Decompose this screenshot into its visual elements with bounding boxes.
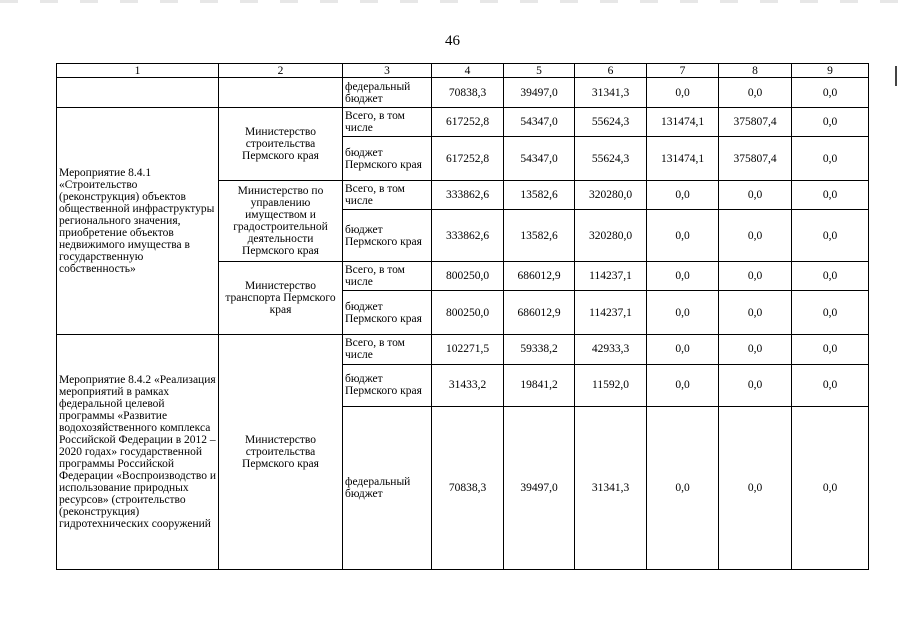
value-cell: 0,0: [719, 291, 792, 335]
funding-source: Всего, в том числе: [343, 335, 432, 364]
value-cell: 70838,3: [432, 406, 504, 569]
value-cell: 375807,4: [719, 137, 792, 181]
value-cell: 11592,0: [575, 364, 647, 406]
value-cell: 375807,4: [719, 108, 792, 137]
value-cell: 0,0: [719, 262, 792, 291]
funding-source: бюджет Пермского края: [343, 364, 432, 406]
value-cell: 31341,3: [575, 406, 647, 569]
value-cell: 0,0: [647, 335, 719, 364]
header-cell: 2: [219, 64, 343, 78]
header-cell: 9: [792, 64, 869, 78]
value-cell: 333862,6: [432, 210, 504, 262]
header-cell: 8: [719, 64, 792, 78]
funding-source: Всего, в том числе: [343, 262, 432, 291]
value-cell: 114237,1: [575, 262, 647, 291]
value-cell: 131474,1: [647, 137, 719, 181]
empty-cell: [57, 78, 219, 108]
value-cell: 59338,2: [504, 335, 575, 364]
header-cell: 3: [343, 64, 432, 78]
header-cell: 7: [647, 64, 719, 78]
funding-source: бюджет Пермского края: [343, 137, 432, 181]
value-cell: 19841,2: [504, 364, 575, 406]
value-cell: 0,0: [719, 78, 792, 108]
value-cell: 0,0: [792, 364, 869, 406]
value-cell: 0,0: [647, 78, 719, 108]
funding-source: бюджет Пермского края: [343, 210, 432, 262]
value-cell: 800250,0: [432, 291, 504, 335]
value-cell: 617252,8: [432, 108, 504, 137]
value-cell: 320280,0: [575, 210, 647, 262]
value-cell: 0,0: [647, 262, 719, 291]
scan-top-artifact: [0, 0, 905, 3]
value-cell: 0,0: [792, 262, 869, 291]
value-cell: 333862,6: [432, 181, 504, 210]
funding-source: федеральный бюджет: [343, 406, 432, 569]
value-cell: 13582,6: [504, 181, 575, 210]
header-cell: 5: [504, 64, 575, 78]
value-cell: 0,0: [647, 364, 719, 406]
org-construction-ministry: Министерство строительства Пермского края: [219, 335, 343, 570]
header-cell: 4: [432, 64, 504, 78]
value-cell: 0,0: [792, 335, 869, 364]
value-cell: 0,0: [719, 364, 792, 406]
table-row: [57, 108, 869, 137]
value-cell: 39497,0: [504, 78, 575, 108]
value-cell: 0,0: [719, 210, 792, 262]
header-cell: 6: [575, 64, 647, 78]
value-cell: 0,0: [792, 181, 869, 210]
value-cell: 0,0: [719, 406, 792, 569]
table-row: [57, 78, 869, 108]
header-row: [57, 64, 869, 78]
value-cell: 0,0: [792, 78, 869, 108]
scan-edge-mark: [895, 66, 897, 86]
activity-8-4-1: Мероприятие 8.4.1 «Строительство (реконструкция) объектов общественной инфраструктуры регионального значения, приобретение объектов недвижимого имущества в государственную собственность»: [57, 108, 219, 335]
value-cell: 0,0: [647, 210, 719, 262]
funding-source: федеральный бюджет: [343, 78, 432, 108]
value-cell: 55624,3: [575, 137, 647, 181]
value-cell: 54347,0: [504, 137, 575, 181]
value-cell: 0,0: [792, 406, 869, 569]
value-cell: 686012,9: [504, 262, 575, 291]
org-property-ministry: Министерство по управлению имуществом и градостроительной деятельности Пермского края: [219, 181, 343, 262]
funding-source: Всего, в том числе: [343, 181, 432, 210]
funding-source: Всего, в том числе: [343, 108, 432, 137]
value-cell: 0,0: [719, 181, 792, 210]
value-cell: 31433,2: [432, 364, 504, 406]
value-cell: 320280,0: [575, 181, 647, 210]
value-cell: 54347,0: [504, 108, 575, 137]
value-cell: 0,0: [719, 335, 792, 364]
value-cell: 686012,9: [504, 291, 575, 335]
header-cell: 1: [57, 64, 219, 78]
value-cell: 0,0: [792, 137, 869, 181]
value-cell: 39497,0: [504, 406, 575, 569]
value-cell: 0,0: [647, 406, 719, 569]
value-cell: 0,0: [792, 210, 869, 262]
value-cell: 42933,3: [575, 335, 647, 364]
value-cell: 617252,8: [432, 137, 504, 181]
org-transport-ministry: Министерство транспорта Пермского края: [219, 262, 343, 335]
activity-8-4-2: Мероприятие 8.4.2 «Реализация мероприятий в рамках федеральной целевой программы «Развитие водохозяйственного комплекса Российской Федерации в 2012 – 2020 годах» государственной программы Российской Федерации «Воспроизводство и использование природных ресурсов» (строительство (реконструкция) гидротехнических сооружений: [57, 335, 219, 570]
value-cell: 102271,5: [432, 335, 504, 364]
value-cell: 0,0: [647, 181, 719, 210]
page-number: 46: [445, 33, 460, 49]
value-cell: 131474,1: [647, 108, 719, 137]
value-cell: 114237,1: [575, 291, 647, 335]
value-cell: 0,0: [792, 108, 869, 137]
org-construction-ministry: Министерство строительства Пермского края: [219, 108, 343, 181]
value-cell: 70838,3: [432, 78, 504, 108]
funding-source: бюджет Пермского края: [343, 291, 432, 335]
value-cell: 31341,3: [575, 78, 647, 108]
value-cell: 13582,6: [504, 210, 575, 262]
value-cell: 0,0: [792, 291, 869, 335]
value-cell: 55624,3: [575, 108, 647, 137]
value-cell: 800250,0: [432, 262, 504, 291]
empty-cell: [219, 78, 343, 108]
value-cell: 0,0: [647, 291, 719, 335]
table-row: [57, 335, 869, 364]
budget-table: [56, 63, 869, 570]
